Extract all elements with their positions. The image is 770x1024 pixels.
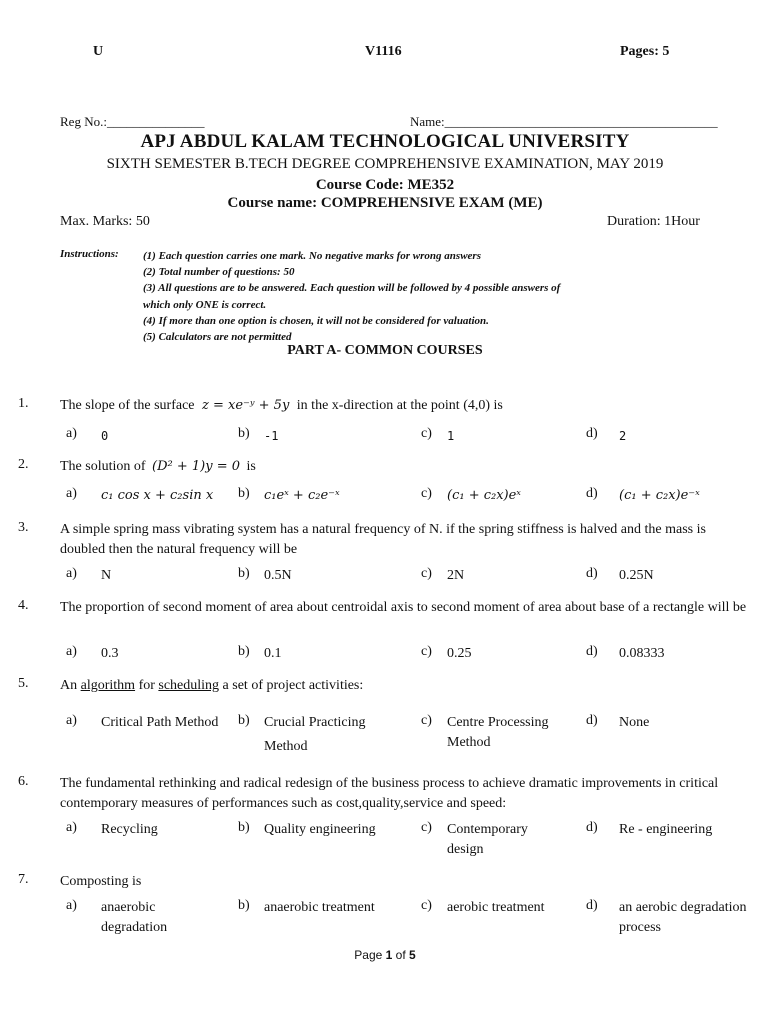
- question-text-part: for: [138, 678, 155, 693]
- question-number: 7.: [18, 872, 29, 887]
- option-a: 0.3: [101, 646, 119, 661]
- option-label: b): [238, 486, 250, 501]
- option-a: c₁ cos x + c₂sin x: [101, 488, 214, 503]
- option-label: d): [586, 566, 598, 581]
- option-a: Critical Path Method: [101, 715, 219, 730]
- option-label: d): [586, 898, 598, 913]
- exam-title: SIXTH SEMESTER B.TECH DEGREE COMPREHENSIVE EXAMINATION, MAY 2019: [106, 156, 664, 172]
- question-text-part: in the x-direction at the point (4,0) is: [296, 398, 503, 413]
- total-pages-number: 5: [409, 948, 416, 962]
- page-footer: [0, 948, 770, 962]
- option-b: c₁eˣ + c₂e⁻ˣ: [264, 488, 340, 503]
- max-marks: Max. Marks: 50: [60, 214, 150, 229]
- header-left-code: U: [93, 44, 104, 59]
- option-c: aerobic treatment: [447, 900, 545, 915]
- option-label: b): [238, 644, 250, 659]
- reg-no-field: Reg No.:_______________: [60, 114, 205, 129]
- underlined-word: scheduling: [158, 678, 220, 693]
- question-text: The proportion of second moment of area about centroidal axis to second moment of area about base of a rectangle will be: [60, 600, 747, 615]
- option-b: anaerobic treatment: [264, 900, 375, 915]
- option-d: 0.08333: [619, 646, 665, 661]
- option-c: 1: [447, 429, 455, 443]
- option-a: Recycling: [101, 822, 158, 837]
- surface-formula: z = xe⁻ʸ + 5y: [202, 398, 290, 413]
- option-label: c): [421, 820, 432, 835]
- duration: Duration: 1Hour: [607, 214, 700, 229]
- instructions-list: [143, 248, 663, 345]
- question-number: 4.: [18, 598, 29, 613]
- option-a: 0: [101, 429, 109, 443]
- option-d: 0.25N: [619, 568, 654, 583]
- option-d: Re - engineering: [619, 822, 713, 837]
- instruction-2: (2) Total number of questions: 50: [143, 266, 295, 279]
- option-label: d): [586, 713, 598, 728]
- option-b-continuation: Method: [264, 739, 308, 754]
- question-text: [60, 396, 750, 416]
- option-c: (c₁ + c₂x)eˣ: [447, 488, 521, 503]
- option-label: a): [66, 566, 77, 581]
- question-text-part: a set of project activities:: [222, 678, 364, 693]
- option-label: b): [238, 820, 250, 835]
- question-text: [60, 676, 750, 696]
- option-label: b): [238, 898, 250, 913]
- instructions-label: Instructions:: [60, 248, 119, 260]
- question-number: 5.: [18, 676, 29, 691]
- option-d: an aerobic degradation process: [619, 900, 747, 935]
- question-text: A simple spring mass vibrating system has a natural frequency of N. if the spring stiffness is halved and the mass is doubled then the natural frequency will be: [60, 522, 706, 557]
- question-text: [60, 457, 750, 477]
- option-b: -1: [264, 429, 279, 443]
- option-label: b): [238, 426, 250, 441]
- course-name: Course name: COMPREHENSIVE EXAM (ME): [227, 195, 543, 211]
- part-heading: PART A- COMMON COURSES: [287, 343, 483, 358]
- instruction-4: (4) If more than one option is chosen, it will not be considered for valuation.: [143, 314, 489, 327]
- option-b: 0.1: [264, 646, 282, 661]
- option-label: b): [238, 713, 250, 728]
- option-c: 0.25: [447, 646, 472, 661]
- option-label: b): [238, 566, 250, 581]
- footer-text: of: [392, 948, 410, 962]
- option-d: (c₁ + c₂x)e⁻ˣ: [619, 488, 700, 503]
- instruction-3-cont: which only ONE is correct.: [143, 298, 267, 311]
- question-text-part: is: [246, 459, 256, 474]
- instruction-1: (1) Each question carries one mark. No negative marks for wrong answers: [143, 250, 481, 262]
- option-label: a): [66, 898, 77, 913]
- name-field: Name:__________________________________________: [410, 114, 718, 129]
- instruction-3: (3) All questions are to be answered. Each question will be followed by 4 possible answers of: [143, 282, 561, 295]
- current-page-number: 1: [385, 948, 393, 962]
- option-c: Contemporary design: [447, 822, 528, 857]
- instruction-5: (5) Calculators are not permitted: [143, 331, 292, 344]
- option-label: c): [421, 898, 432, 913]
- option-label: a): [66, 820, 77, 835]
- option-label: d): [586, 426, 598, 441]
- question-number: 6.: [18, 774, 29, 789]
- option-label: d): [586, 486, 598, 501]
- option-b: 0.5N: [264, 568, 292, 583]
- option-label: c): [421, 644, 432, 659]
- option-label: a): [66, 713, 77, 728]
- option-label: a): [66, 644, 77, 659]
- option-d: None: [619, 715, 650, 730]
- question-number: 3.: [18, 520, 29, 535]
- option-a: N: [101, 568, 112, 583]
- option-c: 2N: [447, 568, 465, 583]
- question-number: 2.: [18, 457, 29, 472]
- question-text-part: The solution of: [60, 459, 146, 474]
- option-label: c): [421, 426, 432, 441]
- option-label: d): [586, 644, 598, 659]
- option-label: d): [586, 820, 598, 835]
- university-title: APJ ABDUL KALAM TECHNOLOGICAL UNIVERSITY: [140, 131, 630, 152]
- option-d: 2: [619, 429, 627, 443]
- option-c: Centre Processing Method: [447, 715, 549, 750]
- differential-equation: (D² + 1)y = 0: [152, 459, 241, 474]
- question-text: The fundamental rethinking and radical redesign of the business process to achieve dramatic improvements in critical contemporary measures of performances such as cost,quality,service and speed:: [60, 776, 719, 811]
- option-label: a): [66, 426, 77, 441]
- underlined-word: algorithm: [80, 678, 136, 693]
- footer-text: Page: [354, 948, 386, 962]
- option-a: anaerobic degradation: [101, 900, 168, 935]
- question-text-part: The slope of the surface: [60, 398, 195, 413]
- option-label: a): [66, 486, 77, 501]
- option-label: c): [421, 566, 432, 581]
- option-label: c): [421, 713, 432, 728]
- page-count: Pages: 5: [620, 44, 670, 59]
- question-text-part: An: [60, 678, 78, 693]
- question-number: 1.: [18, 396, 29, 411]
- question-text: Composting is: [60, 874, 142, 889]
- option-label: c): [421, 486, 432, 501]
- option-b: Quality engineering: [264, 822, 376, 837]
- course-code: Course Code: ME352: [315, 177, 455, 193]
- paper-code: V1116: [365, 44, 402, 59]
- option-b: Crucial Practicing: [264, 715, 366, 730]
